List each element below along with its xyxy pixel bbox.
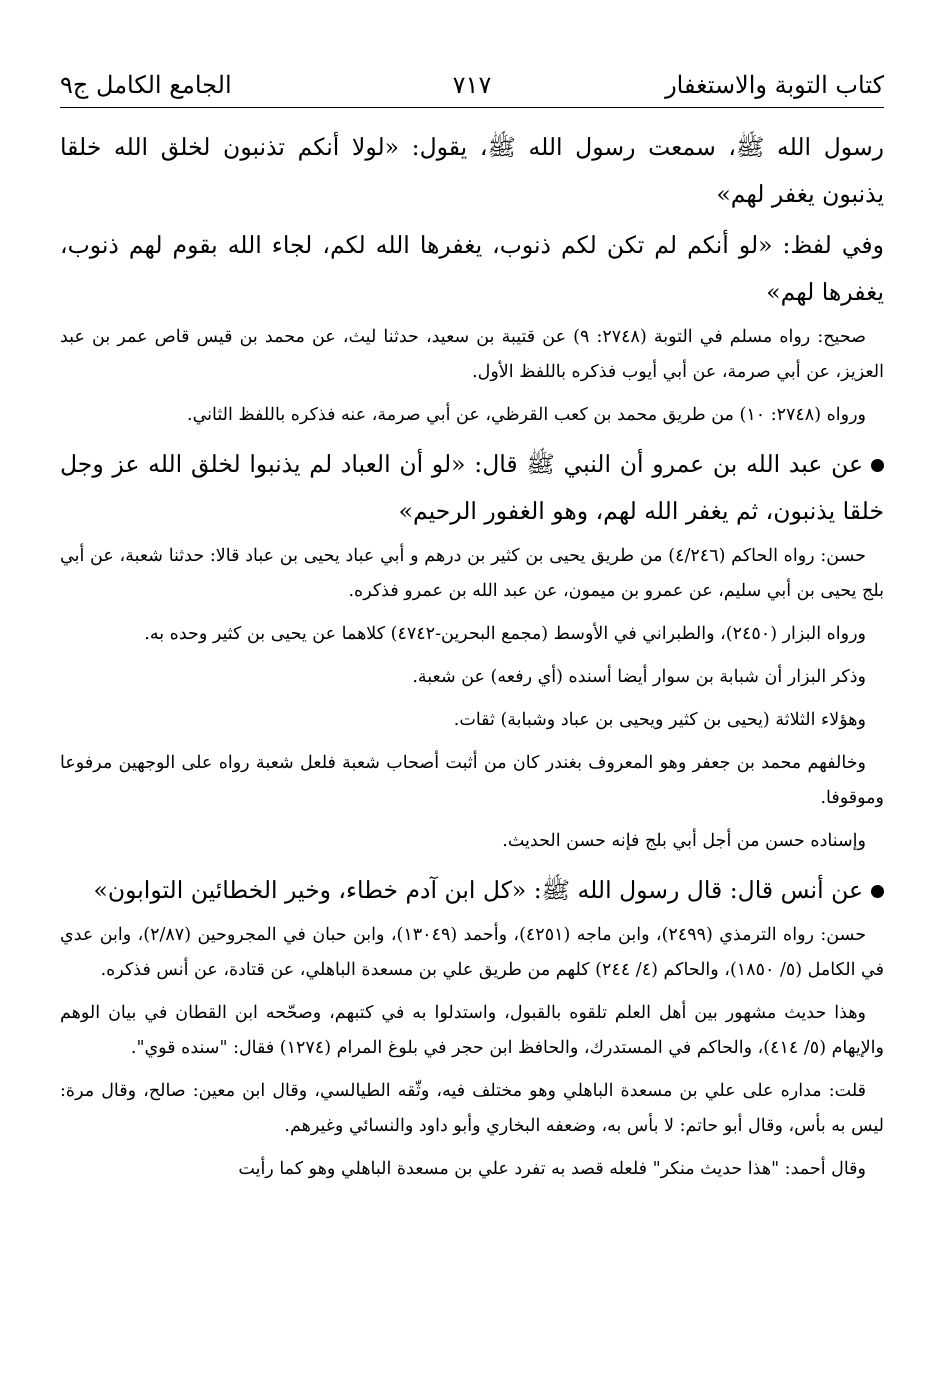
- paragraph-text: قلت: مداره على علي بن مسعدة الباهلي وهو مختلف فيه، وثّقه الطيالسي، وقال ابن معين: صالح، وقال مرة: ليس به بأس، وقال أبو حاتم: لا بأس به، وضعفه البخاري وأبو داود والنسائي وغيرهم.: [60, 1081, 884, 1136]
- commentary-paragraph: [60, 703, 884, 738]
- paragraph-text: ورواه (٢٧٤٨: ١٠) من طريق محمد بن كعب القرظي، عن أبي صرمة، عنه فذكره باللفظ الثاني.: [187, 405, 866, 425]
- commentary-paragraph: [60, 320, 884, 390]
- commentary-paragraph: [60, 1152, 884, 1187]
- commentary-paragraph: [60, 398, 884, 433]
- paragraph-text: وفي لفظ: «لو أنكم لم تكن لكم ذنوب، يغفرها الله لكم، لجاء الله بقوم لهم ذنوب، يغفرها لهم»: [60, 231, 884, 306]
- page-header: [60, 58, 884, 108]
- commentary-paragraph: [60, 660, 884, 695]
- commentary-paragraph: [60, 918, 884, 988]
- hadith-paragraph: [60, 222, 884, 316]
- paragraph-text: حسن: رواه الترمذي (٢٤٩٩)، وابن ماجه (٤٢٥١)، وأحمد (١٣٠٤٩)، وابن حبان في المجروحين (٢/٨٧)، وابن عدي في الكامل (٥/ ١٨٥٠)، والحاكم (٤/ ٢٤٤) كلهم من طريق علي بن مسعدة الباهلي، عن قتادة، عن أنس فذكره.: [60, 925, 884, 980]
- page-number: ٧١٧: [452, 71, 492, 99]
- commentary-paragraph: [60, 746, 884, 816]
- hadith-paragraph: [60, 867, 884, 914]
- commentary-paragraph: [60, 996, 884, 1066]
- paragraph-text: وإسناده حسن من أجل أبي بلج فإنه حسن الحديث.: [502, 831, 866, 851]
- paragraph-text: حسن: رواه الحاكم (٤/٢٤٦) من طريق يحيى بن كثير بن درهم و أبي عباد يحيى بن عباد قالا: حدثنا شعبة، عن أبي بلج يحيى بن أبي سليم، عن عمرو بن ميمون، عن عبد الله بن عمرو فذكره.: [60, 546, 884, 601]
- commentary-paragraph: [60, 617, 884, 652]
- paragraph-text: رسول الله ﷺ، سمعت رسول الله ﷺ، يقول: «لولا أنكم تذنبون لخلق الله خلقا يذنبون يغفر لهم»: [60, 133, 884, 208]
- commentary-paragraph: [60, 1074, 884, 1144]
- paragraph-text: وخالفهم محمد بن جعفر وهو المعروف بغندر كان من أثبت أصحاب شعبة فلعل شعبة رواه على الوجهين مرفوعا وموقوفا.: [60, 753, 884, 808]
- bullet-icon: [871, 459, 884, 472]
- paragraph-text: ورواه البزار (٢٤٥٠)، والطبراني في الأوسط (مجمع البحرين-٤٧٤٢) كلاهما عن يحيى بن كثير وحده به.: [144, 624, 866, 644]
- book-title: الجامع الكامل ج٩: [60, 71, 232, 99]
- bullet-icon: [871, 885, 884, 898]
- paragraph-text: عن عبد الله بن عمرو أن النبي ﷺ قال: «لو أن العباد لم يذنبوا لخلق الله عز وجل خلقا يذنبون، ثم يغفر الله لهم، وهو الغفور الرحيم»: [60, 450, 884, 525]
- paragraph-text: صحيح: رواه مسلم في التوبة (٢٧٤٨: ٩) عن قتيبة بن سعيد، حدثنا ليث، عن محمد بن قيس قاص عمر بن عبد العزيز، عن أبي صرمة، عن أبي أيوب فذكره باللفظ الأول.: [60, 327, 884, 382]
- paragraph-text: وقال أحمد: "هذا حديث منكر" فلعله قصد به تفرد علي بن مسعدة الباهلي وهو كما رأيت: [238, 1159, 866, 1179]
- hadith-paragraph: [60, 441, 884, 535]
- chapter-title: كتاب التوبة والاستغفار: [665, 71, 884, 99]
- page-body: [60, 124, 884, 1195]
- hadith-paragraph: [60, 124, 884, 218]
- paragraph-text: وهؤلاء الثلاثة (يحيى بن كثير ويحيى بن عباد وشبابة) ثقات.: [453, 710, 866, 730]
- commentary-paragraph: [60, 824, 884, 859]
- commentary-paragraph: [60, 539, 884, 609]
- paragraph-text: وذكر البزار أن شبابة بن سوار أيضا أسنده (أي رفعه) عن شعبة.: [412, 667, 866, 687]
- paragraph-text: عن أنس قال: قال رسول الله ﷺ: «كل ابن آدم خطاء، وخير الخطائين التوابون»: [93, 876, 863, 904]
- paragraph-text: وهذا حديث مشهور بين أهل العلم تلقوه بالقبول، واستدلوا به في كتبهم، وصحّحه ابن القطان في بيان الوهم والإيهام (٥/ ٤١٤)، والحاكم في المستدرك، والحافظ ابن حجر في بلوغ المرام (١٢٧٤) فقال: "سنده قوي".: [60, 1003, 884, 1058]
